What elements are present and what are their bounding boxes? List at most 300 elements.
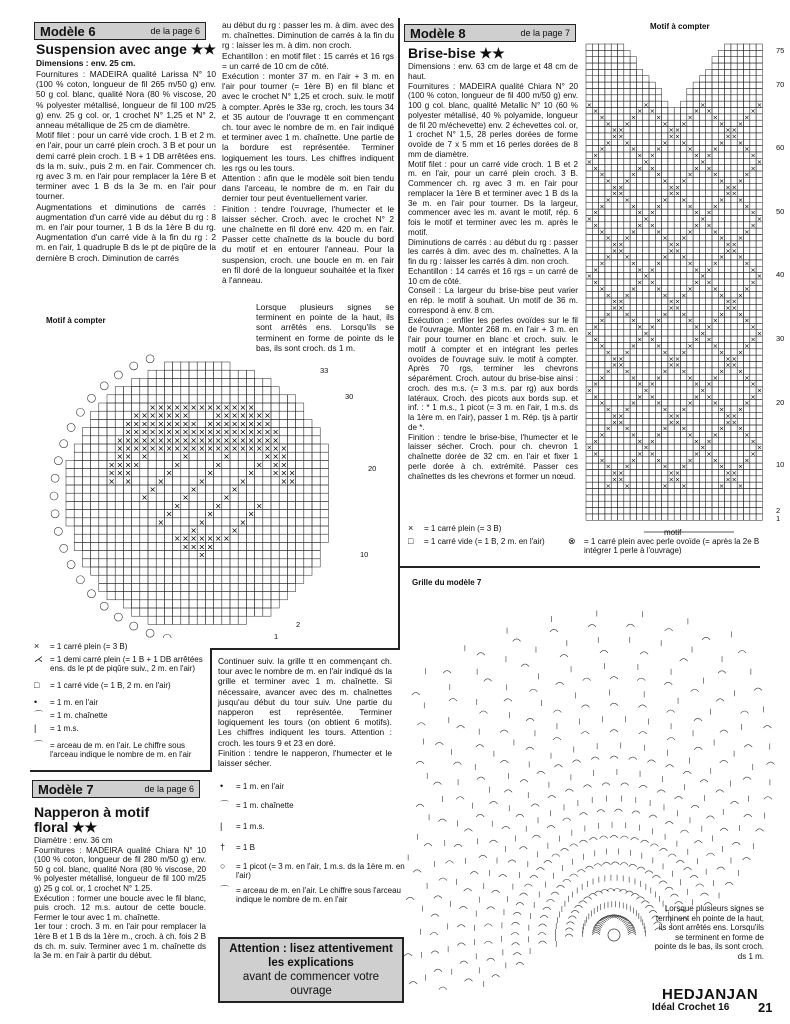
grid-cell xyxy=(222,510,230,518)
grid-cell xyxy=(140,510,148,518)
grid-cell xyxy=(618,374,624,380)
grid-cell xyxy=(706,82,712,88)
chain-arc xyxy=(601,889,609,892)
grid-cell xyxy=(287,575,295,583)
chain-arc xyxy=(583,785,591,788)
grid-cell xyxy=(287,583,295,591)
grid-cell xyxy=(222,395,230,403)
grid-cell xyxy=(123,542,131,550)
grid-cell xyxy=(699,412,705,418)
grid-cell xyxy=(197,387,205,395)
filled-mark: × xyxy=(239,517,247,527)
grid-cell xyxy=(731,438,737,444)
grid-cell xyxy=(230,493,238,501)
grid-cell xyxy=(693,235,699,241)
filled-mark: × xyxy=(750,278,756,287)
filled-mark: × xyxy=(731,354,737,363)
grid-cell xyxy=(296,485,304,493)
filled-mark: × xyxy=(182,427,189,437)
filled-mark: × xyxy=(737,138,744,147)
grid-cell xyxy=(214,616,222,624)
filled-mark: × xyxy=(674,132,681,141)
chain-arc xyxy=(631,894,639,897)
filled-mark: × xyxy=(214,534,222,544)
filled-mark: × xyxy=(662,234,668,243)
grid-cell xyxy=(74,477,82,485)
chain-arc xyxy=(454,844,462,847)
grid-cell xyxy=(173,608,181,616)
grid-cell xyxy=(599,482,605,488)
grid-cell xyxy=(725,342,731,348)
grid-cell xyxy=(725,108,731,114)
filled-mark: × xyxy=(700,272,706,281)
grid-cell xyxy=(750,235,756,241)
grid-cell xyxy=(164,477,172,485)
filled-mark: × xyxy=(687,456,693,465)
grid-cell xyxy=(756,241,762,247)
grid-cell xyxy=(599,273,605,279)
grid-cell xyxy=(82,510,90,518)
filled-mark: × xyxy=(643,100,649,109)
grid-cell xyxy=(699,133,705,139)
filled-mark: × xyxy=(750,392,756,401)
border-loop xyxy=(50,492,58,500)
grid-cell xyxy=(756,69,762,75)
grid-cell xyxy=(643,114,649,120)
filled-mark: × xyxy=(731,303,737,312)
grid-cell xyxy=(586,457,592,463)
grid-cell xyxy=(132,551,140,559)
chain-arc xyxy=(754,688,762,691)
grid-cell xyxy=(287,551,295,559)
grid-cell xyxy=(214,395,222,403)
grid-cell xyxy=(132,378,140,386)
grid-cell xyxy=(91,551,99,559)
grid-cell xyxy=(74,510,82,518)
filled-mark: × xyxy=(157,419,165,429)
grid-cell xyxy=(725,158,731,164)
grid-cell xyxy=(312,493,320,501)
grid-cell xyxy=(189,600,197,608)
grid-cell xyxy=(214,567,222,575)
grid-cell xyxy=(164,600,172,608)
chain-arc xyxy=(490,801,498,804)
grid-cell xyxy=(214,559,222,567)
grid-cell xyxy=(618,387,624,393)
grid-cell xyxy=(611,438,617,444)
grid-cell xyxy=(115,526,123,534)
grid-cell xyxy=(655,330,661,336)
grid-cell xyxy=(662,279,668,285)
grid-cell xyxy=(296,436,304,444)
chain-arc xyxy=(610,677,618,680)
grid-cell xyxy=(197,526,205,534)
modele8-header-title: Modèle 8 xyxy=(410,25,466,41)
chain-arc xyxy=(570,844,578,847)
filled-mark: × xyxy=(750,335,756,344)
chain-arc xyxy=(657,790,665,793)
grid-cell xyxy=(636,235,642,241)
grid-cell xyxy=(706,412,712,418)
grid-cell xyxy=(205,600,213,608)
grid-cell xyxy=(599,82,605,88)
grid-cell xyxy=(592,489,598,495)
grid-cell xyxy=(624,63,630,69)
grid-cell xyxy=(706,514,712,520)
grid-cell xyxy=(611,330,617,336)
filled-mark: × xyxy=(718,291,725,300)
grid-cell xyxy=(296,403,304,411)
grid-cell xyxy=(320,534,328,542)
grid-cell xyxy=(712,355,718,361)
grid-cell xyxy=(706,311,712,317)
filled-mark: × xyxy=(649,221,656,230)
filled-mark: × xyxy=(124,468,132,478)
grid-cell xyxy=(197,567,205,575)
chain-arc xyxy=(732,842,740,845)
grid-cell xyxy=(66,518,74,526)
grid-cell xyxy=(189,501,197,509)
grid-cell xyxy=(586,362,592,368)
chain-arc xyxy=(744,745,752,748)
chain-arc xyxy=(553,737,561,740)
filled-mark: × xyxy=(706,221,712,230)
chain-arc xyxy=(484,679,492,682)
filled-mark: × xyxy=(700,100,706,109)
grid-cell xyxy=(238,387,246,395)
grid-cell xyxy=(586,501,592,507)
grid-cell xyxy=(744,44,750,50)
grid-cell xyxy=(304,551,312,559)
grid-cell xyxy=(611,69,617,75)
grid-cell xyxy=(605,50,611,56)
center-ring xyxy=(608,929,620,941)
filled-mark: × xyxy=(182,534,189,544)
filled-mark: × xyxy=(687,342,693,351)
chain-arc xyxy=(500,730,508,733)
grid-cell xyxy=(618,95,624,101)
grid-cell xyxy=(662,387,668,393)
grid-cell xyxy=(737,57,743,63)
grid-cell xyxy=(756,76,762,82)
grid-cell xyxy=(255,485,263,493)
grid-cell xyxy=(750,184,756,190)
grid-cell xyxy=(750,463,756,469)
grid-cell xyxy=(731,489,737,495)
grid-cell xyxy=(725,95,731,101)
grid-cell xyxy=(222,485,230,493)
grid-cell xyxy=(756,285,762,291)
grid-cell xyxy=(649,368,655,374)
filled-mark: × xyxy=(624,253,630,262)
grid-cell xyxy=(674,336,680,342)
grid-cell xyxy=(674,330,680,336)
grid-cell xyxy=(230,370,238,378)
grid-cell xyxy=(699,349,705,355)
grid-cell xyxy=(618,393,624,399)
grid-cell xyxy=(586,57,592,63)
grid-cell xyxy=(718,209,724,215)
grid-cell xyxy=(279,419,287,427)
filled-mark: × xyxy=(655,145,662,154)
grid-cell xyxy=(238,616,246,624)
grid-cell xyxy=(718,393,724,399)
grid-cell xyxy=(197,501,205,509)
grid-cell xyxy=(107,444,115,452)
grid-cell xyxy=(140,501,148,509)
grid-cell xyxy=(156,460,164,468)
chain-arc xyxy=(743,858,751,861)
modele8-header xyxy=(404,24,576,42)
filled-mark: × xyxy=(624,138,630,147)
filled-mark: × xyxy=(718,234,725,243)
grid-cell xyxy=(132,583,140,591)
grid-cell xyxy=(737,209,743,215)
grid-cell xyxy=(115,583,123,591)
grid-cell xyxy=(605,438,611,444)
grid-cell xyxy=(605,266,611,272)
grid-cell xyxy=(718,57,724,63)
grid-cell xyxy=(756,374,762,380)
grid-cell xyxy=(643,495,649,501)
grid-cell xyxy=(712,241,718,247)
filled-mark: × xyxy=(173,534,181,544)
grid-cell xyxy=(712,69,718,75)
grid-cell xyxy=(681,108,687,114)
filled-mark: × xyxy=(700,215,706,224)
grid-cell xyxy=(731,374,737,380)
grid-cell xyxy=(99,575,107,583)
grid-cell xyxy=(173,510,181,518)
chain-arc xyxy=(591,757,599,760)
filled-mark: × xyxy=(206,509,214,519)
grid-cell xyxy=(586,82,592,88)
grid-cell xyxy=(279,583,287,591)
grid-cell xyxy=(132,592,140,600)
grid-cell xyxy=(611,387,617,393)
filled-mark: × xyxy=(190,526,198,535)
grid-cell xyxy=(107,403,115,411)
grid-cell xyxy=(731,323,737,329)
grid-cell xyxy=(636,190,642,196)
filled-mark: × xyxy=(124,419,132,429)
grid-cell xyxy=(99,428,107,436)
grid-cell xyxy=(737,273,743,279)
filled-mark: × xyxy=(599,145,605,154)
filled-mark: × xyxy=(700,443,706,452)
grid-cell xyxy=(230,452,238,460)
grid-cell xyxy=(744,489,750,495)
filled-mark: × xyxy=(618,475,624,484)
filled-mark: × xyxy=(643,329,649,338)
grid-cell xyxy=(586,298,592,304)
filled-mark: × xyxy=(157,444,165,453)
grid-cell xyxy=(687,247,693,253)
grid-cell xyxy=(592,292,598,298)
grid-cell xyxy=(222,378,230,386)
grid-cell xyxy=(744,501,750,507)
grid-cell xyxy=(214,387,222,395)
filled-mark: × xyxy=(624,310,630,319)
grid-cell xyxy=(636,133,642,139)
modele6-note: Lorsque plusieurs signes se terminent en pointe de la haut, ils sont arrêtés ens. Lorsqu'ils se terminent en forme de pointe ds le bas, ils sont croch. ds 1 m. xyxy=(256,302,394,353)
filled-mark: × xyxy=(624,348,630,357)
grid-cell xyxy=(750,508,756,514)
filled-mark: × xyxy=(693,151,700,160)
grid-cell xyxy=(668,400,674,406)
grid-cell xyxy=(115,592,123,600)
grid-cell xyxy=(618,228,624,234)
grid-cell xyxy=(624,273,630,279)
grid-cell xyxy=(599,419,605,425)
grid-cell xyxy=(744,215,750,221)
chain-arc xyxy=(585,866,593,869)
grid-cell xyxy=(718,101,724,107)
grid-cell xyxy=(718,514,724,520)
filled-mark: × xyxy=(132,460,140,470)
grid-cell xyxy=(731,76,737,82)
grid-cell xyxy=(197,395,205,403)
grid-cell xyxy=(164,518,172,526)
grid-cell xyxy=(618,457,624,463)
grid-cell xyxy=(279,526,287,534)
grid-cell xyxy=(312,501,320,509)
chain-arc xyxy=(460,961,468,964)
grid-cell xyxy=(605,387,611,393)
filled-mark: × xyxy=(190,444,198,453)
filled-mark: × xyxy=(586,215,593,224)
filled-mark: × xyxy=(141,435,148,445)
filled-mark: × xyxy=(649,392,656,401)
grid-cell xyxy=(287,559,295,567)
grid-cell xyxy=(725,171,731,177)
chain-arc xyxy=(499,875,507,878)
grid-cell xyxy=(586,247,592,253)
grid-cell xyxy=(611,108,617,114)
grid-cell xyxy=(712,489,718,495)
chain-arc xyxy=(614,809,622,812)
divider xyxy=(210,648,400,650)
grid-cell xyxy=(687,101,693,107)
filled-mark: × xyxy=(605,424,611,433)
grid-cell xyxy=(592,469,598,475)
grid-cell xyxy=(189,592,197,600)
grid-cell xyxy=(706,469,712,475)
grid-cell xyxy=(599,69,605,75)
grid-cell xyxy=(197,460,205,468)
grid-cell xyxy=(699,184,705,190)
grid-cell xyxy=(618,171,624,177)
grid-cell xyxy=(744,57,750,63)
grid-cell xyxy=(630,63,636,69)
grid-cell xyxy=(706,133,712,139)
grid-cell xyxy=(699,298,705,304)
grid-cell xyxy=(756,368,762,374)
grid-cell xyxy=(592,412,598,418)
grid-cell xyxy=(655,298,661,304)
legend-item: ⌒ = 1 m. chaînette xyxy=(34,710,108,720)
grid-cell xyxy=(624,76,630,82)
filled-mark: × xyxy=(206,468,214,478)
grid-cell xyxy=(624,330,630,336)
grid-cell xyxy=(655,469,661,475)
grid-cell xyxy=(618,152,624,158)
grid-cell xyxy=(681,266,687,272)
grid-cell xyxy=(712,158,718,164)
grid-cell xyxy=(725,514,731,520)
grid-cell xyxy=(643,508,649,514)
grid-cell xyxy=(132,395,140,403)
chain-arc xyxy=(520,893,528,896)
filled-mark: × xyxy=(264,427,271,437)
grid-cell xyxy=(681,336,687,342)
grid-cell xyxy=(140,542,148,550)
grid-cell xyxy=(115,542,123,550)
grid-cell xyxy=(222,362,230,370)
grid-cell xyxy=(238,575,246,583)
grid-cell xyxy=(611,450,617,456)
attention-line1: Attention : lisez attentivement les explications xyxy=(229,943,393,969)
filled-mark: × xyxy=(198,542,206,552)
grid-cell xyxy=(123,493,131,501)
grid-cell xyxy=(674,387,680,393)
grid-cell xyxy=(140,469,148,477)
filled-mark: × xyxy=(737,291,744,300)
grid-cell xyxy=(731,69,737,75)
grid-cell xyxy=(205,616,213,624)
grid-cell xyxy=(725,57,731,63)
grid-cell xyxy=(107,575,115,583)
filled-mark: × xyxy=(725,189,731,198)
grid-cell xyxy=(731,501,737,507)
grid-cell xyxy=(699,76,705,82)
grid-cell xyxy=(718,69,724,75)
grid-cell xyxy=(636,349,642,355)
grid-cell xyxy=(304,559,312,567)
grid-cell xyxy=(731,266,737,272)
grid-cell xyxy=(725,457,731,463)
filled-mark: × xyxy=(737,405,744,414)
grid-cell xyxy=(238,452,246,460)
grid-cell xyxy=(592,88,598,94)
grid-cell xyxy=(586,514,592,520)
filled-mark: × xyxy=(214,403,222,412)
grid-cell xyxy=(750,127,756,133)
grid-cell xyxy=(706,495,712,501)
grid-cell xyxy=(586,419,592,425)
filled-mark: × xyxy=(674,469,681,478)
grid-cell xyxy=(592,495,598,501)
chain-arc xyxy=(457,943,465,946)
grid-cell xyxy=(205,592,213,600)
grid-cell xyxy=(630,241,636,247)
filled-mark: × xyxy=(630,202,637,211)
filled-mark: × xyxy=(737,348,744,357)
grid-cell xyxy=(618,82,624,88)
grid-cell xyxy=(605,514,611,520)
grid-cell xyxy=(756,355,762,361)
grid-cell xyxy=(82,485,90,493)
grid-cell xyxy=(636,463,642,469)
grid-cell xyxy=(636,82,642,88)
grid-cell xyxy=(618,88,624,94)
grid-cell xyxy=(605,63,611,69)
chain-arc xyxy=(610,835,618,838)
grid-cell xyxy=(230,460,238,468)
grid-cell xyxy=(586,254,592,260)
grid-cell xyxy=(687,489,693,495)
grid-cell xyxy=(205,501,213,509)
